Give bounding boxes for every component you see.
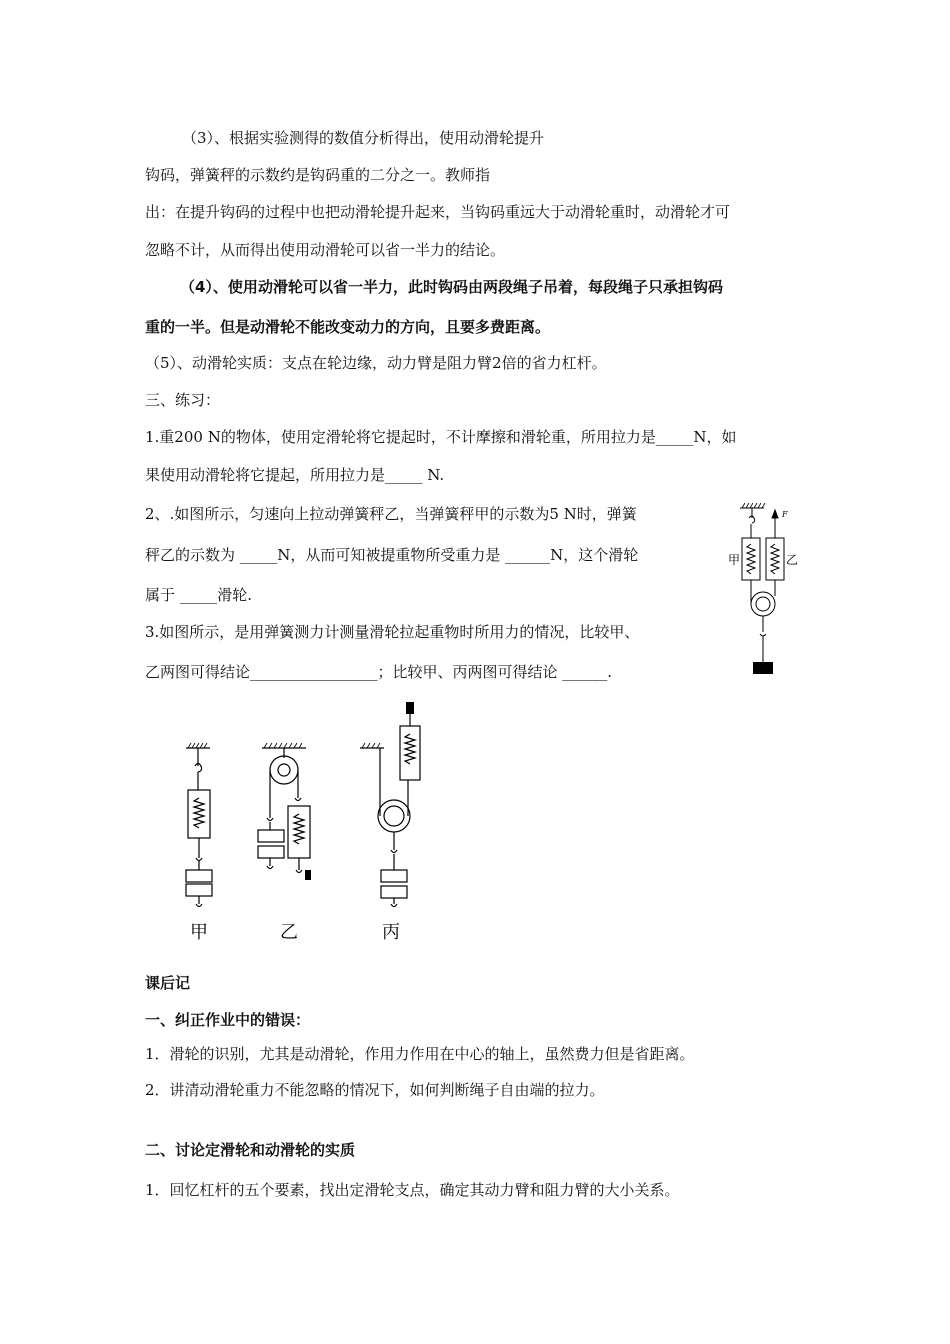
figure-label-yi: 乙: [280, 922, 298, 943]
small-figure-label-jia: 甲: [728, 553, 741, 567]
question1-line1: 1.重200 N的物体，使用定滑轮将它提起时，不计摩擦和滑轮重，所用拉力是_____N，如: [145, 428, 737, 446]
small-figure-label-yi: 乙: [786, 553, 799, 567]
heading-1: 一、纠正作业中的错误：: [145, 1011, 311, 1029]
after-class-title: 课后记: [145, 974, 191, 992]
question3-line1: 3.如图所示，是用弹簧测力计测量滑轮拉起重物时所用力的情况，比较甲、: [145, 623, 640, 641]
section3-heading: 三、练习：: [145, 391, 221, 409]
para5: （5）、动滑轮实质：支点在轮边缘，动力臂是阻力臂2倍的省力杠杆。: [145, 354, 607, 372]
question2-line2: 秤乙的示数为 _____N，从而可知被提重物所受重力是 ______N，这个滑轮: [145, 546, 639, 564]
small-figure-force-label: F: [782, 510, 788, 519]
question2-line3: 属于 _____滑轮.: [145, 586, 253, 604]
heading2-item1: 1．回忆杠杆的五个要素，找出定滑轮支点，确定其动力臂和阻力臂的大小关系。: [145, 1181, 680, 1199]
para3-line4: 忽略不计，从而得出使用动滑轮可以省一半力的结论。: [145, 241, 506, 259]
heading1-item2: 2．讲清动滑轮重力不能忽略的情况下，如何判断绳子自由端的拉力。: [145, 1081, 605, 1099]
para3-line3: 出：在提升钩码的过程中也把动滑轮提升起来，当钩码重远大于动滑轮重时，动滑轮才可: [145, 203, 731, 221]
heading1-item1: 1．滑轮的识别，尤其是动滑轮，作用力作用在中心的轴上，虽然费力但是省距离。: [145, 1045, 695, 1063]
question1-line2: 果使用动滑轮将它提起，所用拉力是_____ N.: [145, 466, 445, 484]
small-pulley-figure: [728, 500, 808, 680]
figure-label-jia: 甲: [190, 922, 208, 943]
question2-line1: 2、.如图所示，匀速向上拉动弹簧秤乙，当弹簧秤甲的示数为5 N时，弹簧: [145, 505, 637, 523]
para4-line2: 重的一半。但是动滑轮不能改变动力的方向，且要多费距离。: [145, 318, 551, 336]
heading-2: 二、讨论定滑轮和动滑轮的实质: [145, 1141, 356, 1159]
comparison-pulley-figure: [170, 698, 470, 948]
para3-line2: 钩码，弹簧秤的示数约是钩码重的二分之一。教师指: [145, 166, 491, 184]
para4-line1: （4）、使用动滑轮可以省一半力，此时钩码由两段绳子吊着，每段绳子只承担钩码: [180, 278, 723, 296]
figure-label-bing: 丙: [382, 922, 400, 943]
question3-line2: 乙两图可得结论_________________；比较甲、丙两图可得结论 ______.: [145, 663, 613, 681]
para3-line1: （3）、根据实验测得的数值分析得出，使用动滑轮提升: [182, 129, 545, 147]
